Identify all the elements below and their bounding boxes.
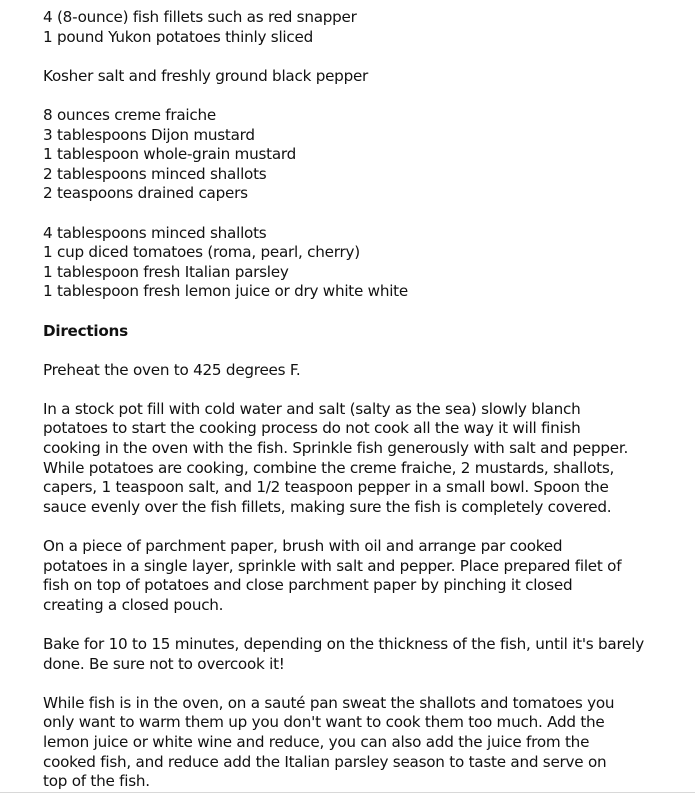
- direction-line: On a piece of parchment paper, brush with oil and arrange par cooked: [43, 537, 563, 556]
- recipe-document: [43, 8, 683, 811]
- direction-line: fish on top of potatoes and close parchment paper by pinching it closed: [43, 576, 573, 595]
- ingredient-group-fish: [43, 8, 683, 47]
- ingredient-line: 1 pound Yukon potatoes thinly sliced: [43, 27, 313, 46]
- direction-line: top of the fish.: [43, 772, 150, 791]
- direction-line: lemon juice or white wine and reduce, you can also add the juice from the: [43, 732, 590, 751]
- direction-line: Bake for 10 to 15 minutes, depending on the thickness of the fish, until it's barely: [43, 635, 644, 653]
- ingredient-line: 1 tablespoon fresh lemon juice or dry white white: [43, 282, 408, 301]
- direction-line: only want to warm them up you don't want to cook them too much. Add the: [43, 713, 605, 732]
- direction-line: cooked fish, and reduce add the Italian parsley season to taste and serve on: [43, 752, 607, 771]
- ingredient-line: 2 teaspoons drained capers: [43, 184, 248, 203]
- direction-line: potatoes to start the cooking process do not cook all the way it will finish: [43, 419, 581, 438]
- ingredient-line: 1 tablespoon whole-grain mustard: [43, 145, 297, 164]
- direction-step-preheat: [43, 361, 683, 381]
- direction-step-saute: [43, 694, 683, 792]
- ingredient-group-topping: [43, 224, 683, 302]
- page-bottom-rule: [0, 792, 695, 793]
- ingredient-line: 4 (8-ounce) fish fillets such as red snapper: [43, 8, 357, 26]
- direction-line: While potatoes are cooking, combine the creme fraiche, 2 mustards, shallots,: [43, 458, 615, 477]
- directions-heading: Directions: [43, 321, 128, 340]
- direction-line: potatoes in a single layer, sprinkle with salt and pepper. Place prepared filet of: [43, 556, 622, 575]
- ingredient-group-sauce: [43, 106, 683, 204]
- ingredient-line: 1 tablespoon fresh Italian parsley: [43, 262, 289, 281]
- ingredient-group-seasoning: [43, 67, 683, 87]
- ingredient-line: 4 tablespoons minced shallots: [43, 223, 267, 242]
- ingredient-line: Kosher salt and freshly ground black pepper: [43, 66, 369, 85]
- direction-line: creating a closed pouch.: [43, 595, 224, 614]
- direction-step-blanch: [43, 400, 683, 518]
- direction-line: done. Be sure not to overcook it!: [43, 654, 285, 673]
- direction-line: While fish is in the oven, on a sauté pan sweat the shallots and tomatoes you: [43, 693, 615, 712]
- direction-line: capers, 1 teaspoon salt, and 1/2 teaspoon pepper in a small bowl. Spoon the: [43, 478, 609, 497]
- ingredient-line: 1 cup diced tomatoes (roma, pearl, cherry): [43, 243, 360, 262]
- direction-step-bake: [43, 635, 683, 674]
- direction-step-parchment: [43, 537, 683, 615]
- ingredient-line: 2 tablespoons minced shallots: [43, 164, 267, 183]
- direction-line: sauce evenly over the fish fillets, making sure the fish is completely covered.: [43, 497, 612, 516]
- ingredient-line: 3 tablespoons Dijon mustard: [43, 125, 255, 144]
- direction-line: cooking in the oven with the fish. Sprinkle fish generously with salt and pepper.: [43, 439, 629, 458]
- direction-line: Preheat the oven to 425 degrees F.: [43, 360, 301, 379]
- ingredient-line: 8 ounces creme fraiche: [43, 105, 216, 124]
- direction-line: In a stock pot fill with cold water and salt (salty as the sea) slowly blanch: [43, 399, 581, 418]
